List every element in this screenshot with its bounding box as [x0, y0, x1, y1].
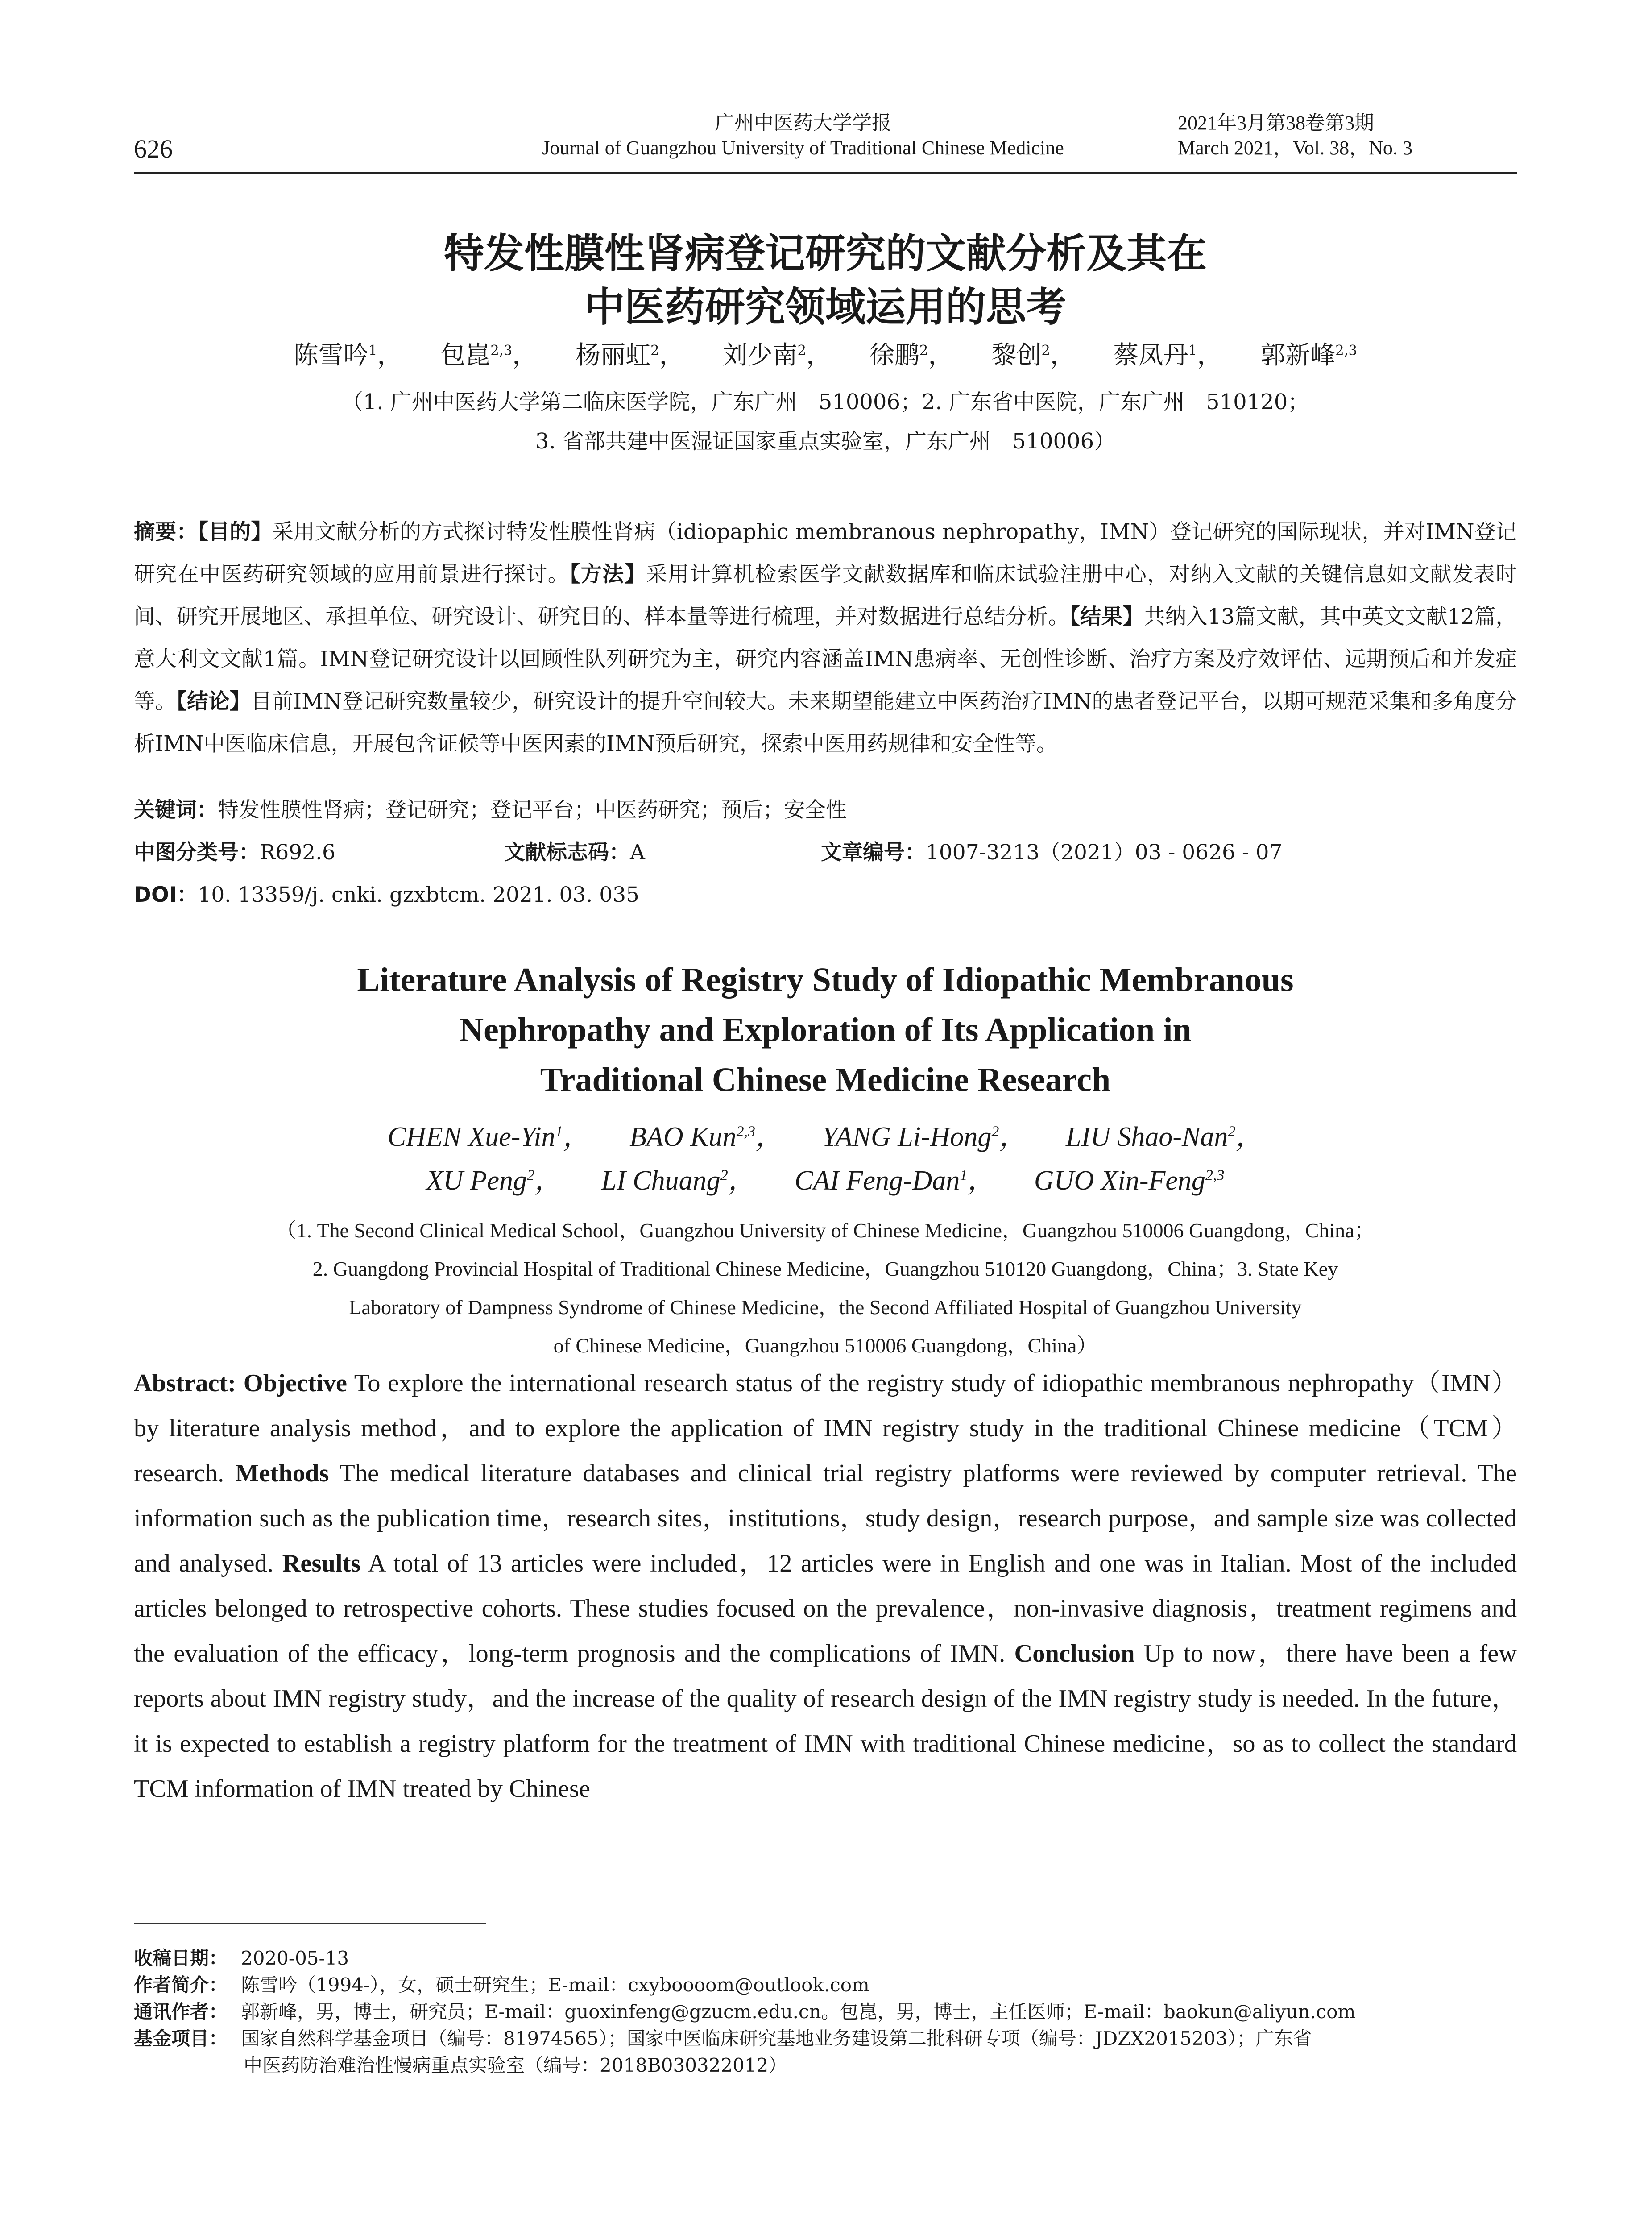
en-affiliation-line: （1. The Second Clinical Medical School，Guangzhou University of Chinese Medicine，Guangzhou 510006 Guangdong，China；	[276, 1219, 1375, 1242]
cn-author: 包崑$^{2,3}$，	[440, 341, 538, 370]
en-author: BAO Kun$^{2,3}$，	[629, 1122, 783, 1152]
en-author: CHEN Xue-Yin$^1$，	[387, 1122, 591, 1152]
cn-author: 蔡凤丹$^1$，	[1113, 341, 1222, 370]
cn-abstract-label: 摘要：	[134, 520, 198, 544]
en-methods-label: Methods	[235, 1460, 329, 1487]
cn-results-text: 共纳入13篇文献，其中英文文献12篇，意大利文文献1篇。IMN登记研究设计以回顾性队列研究为主，研究内容涵盖IMN患病率、无创性诊断、治疗方案及疗效评估、远期预后和并发症等。	[134, 605, 1517, 714]
en-author-list-line-2	[134, 1159, 1517, 1202]
cn-author: 黎创$^2$，	[991, 341, 1075, 370]
cn-author: 徐鹏$^2$，	[869, 341, 953, 370]
cn-affiliation-line: （1. 广州中医药大学第二临床医学院，广东广州 510006；2. 广东省中医院，广东广州 510120；	[341, 390, 1309, 415]
article-number-label: 文章编号：	[821, 840, 926, 865]
journal-name-cn: 广州中医药大学学报	[715, 112, 891, 134]
cn-author: 刘少南$^2$，	[722, 341, 832, 370]
issue-info-cn: 2021年3月第38卷第3期	[1178, 112, 1374, 134]
en-objective-label: Objective	[243, 1369, 347, 1397]
cn-author: 郭新峰$^{2,3}$	[1260, 341, 1358, 370]
doi	[134, 874, 639, 916]
clc-number	[134, 831, 335, 874]
footnote-funding-cont	[134, 2053, 1517, 2078]
en-abstract	[134, 1361, 1517, 1812]
received-date: 2020-05-13	[241, 1947, 349, 1969]
cn-abstract	[134, 511, 1517, 765]
document-code-label: 文献标志码：	[504, 840, 630, 865]
en-title-line-2: Nephropathy and Exploration of Its Application in	[459, 1011, 1192, 1049]
funding-text-line-2: 中医药防治难治性慢病重点实验室（编号：2018B030322012）	[244, 2054, 787, 2076]
cn-conclusion-label: 【结论】	[176, 689, 251, 714]
en-affiliation-line: of Chinese Medicine，Guangzhou 510006 Guangdong，China）	[553, 1334, 1097, 1357]
issue-info-en: March 2021，Vol. 38，No. 3	[1178, 137, 1412, 159]
en-author: GUO Xin-Feng$^{2,3}$	[1034, 1165, 1225, 1196]
cn-keywords-label: 关键词：	[134, 798, 218, 822]
issue-info	[1178, 111, 1544, 161]
footnote-received	[134, 1945, 1517, 1971]
en-author: CAI Feng-Dan$^1$，	[795, 1165, 995, 1196]
received-label: 收稿日期：	[134, 1947, 228, 1969]
document-code-value: A	[630, 840, 645, 865]
cn-affiliation-line: 3. 省部共建中医湿证国家重点实验室，广东广州 510006）	[535, 429, 1116, 454]
author-bio-label: 作者简介：	[134, 1974, 228, 1996]
cn-objective-text: 采用文献分析的方式探讨特发性膜性肾病（idiopaphic membranous nephropathy，IMN）登记研究的国际现状，并对IMN登记研究在中医药研究领域的应用前景进行探讨。	[134, 520, 1517, 587]
document-code	[504, 831, 645, 874]
en-title-line-3: Traditional Chinese Medicine Research	[540, 1061, 1111, 1099]
cn-author-list	[134, 340, 1517, 371]
en-conclusion-label: Conclusion	[1014, 1640, 1135, 1667]
en-results-label: Results	[282, 1550, 361, 1577]
cn-methods-label: 【方法】	[569, 562, 646, 587]
en-author: LIU Shao-Nan$^2$，	[1065, 1122, 1263, 1152]
cn-methods-text: 采用计算机检索医学文献数据库和临床试验注册中心，对纳入文献的关键信息如文献发表时间、研究开展地区、承担单位、研究设计、研究目的、样本量等进行梳理，并对数据进行总结分析。	[134, 562, 1517, 629]
en-author: YANG Li-Hong$^2$，	[822, 1122, 1027, 1152]
cn-objective-label: 【目的】	[198, 520, 273, 544]
funding-label: 基金项目：	[134, 2028, 228, 2049]
cn-results-label: 【结果】	[1069, 605, 1144, 629]
page-number: 626	[134, 134, 173, 163]
doi-label: DOI：	[134, 883, 198, 907]
article-number-value: 1007-3213（2021）03 - 0626 - 07	[926, 840, 1283, 865]
footnote-divider	[134, 1923, 486, 1924]
cn-conclusion-text: 目前IMN登记研究数量较少，研究设计的提升空间较大。未来期望能建立中医药治疗IMN的患者登记平台，以期可规范采集和多角度分析IMN中医临床信息，开展包含证候等中医因素的IMN预后研究，探索中医用药规律和安全性等。	[134, 689, 1517, 756]
en-methods-text: The medical literature databases and clinical trial registry platforms were reviewed by computer retrieval. The information such as the publication time，research sites，institutions，study design，research purpose，and sample size was collected and analysed.	[134, 1460, 1517, 1577]
cn-keywords-text: 特发性膜性肾病；登记研究；登记平台；中医药研究；预后；安全性	[218, 798, 847, 822]
cn-keywords	[134, 789, 1517, 831]
clc-value: R692.6	[260, 840, 335, 865]
en-affiliation-line: Laboratory of Dampness Syndrome of Chinese Medicine，the Second Affiliated Hospital of Guangzhou University	[349, 1296, 1302, 1319]
corresponding-text: 郭新峰，男，博士，研究员；E-mail：guoxinfeng@gzucm.edu.cn。包崑，男，博士，主任医师；E-mail：baokun@aliyun.com	[241, 2001, 1356, 2023]
en-author-list-line-1	[134, 1116, 1517, 1158]
header-divider	[134, 172, 1517, 174]
funding-text-line-1: 国家自然科学基金项目（编号：81974565）；国家中医临床研究基地业务建设第二批科研专项（编号：JDZX2015203）；广东省	[241, 2028, 1312, 2049]
en-conclusion-text: Up to now，there have been a few reports about IMN registry study，and the increase of the quality of research design of the IMN registry study is needed. In the future，it is expected to establish a registry platform for the treatment of IMN with traditional Chinese medicine，so as to collect the standard TCM information of IMN treated by Chinese	[134, 1640, 1517, 1803]
doi-value: 10. 13359/j. cnki. gzxbtcm. 2021. 03. 035	[198, 883, 639, 907]
journal-name-en: Journal of Guangzhou University of Traditional Chinese Medicine	[542, 137, 1064, 159]
cn-title-line-2: 中医药研究领域运用的思考	[584, 284, 1066, 331]
en-objective-text: To explore the international research status of the registry study of idiopathic membranous nephropathy（IMN）by literature analysis method，and to explore the application of IMN registry study in the traditional Chinese medicine（TCM）research.	[134, 1369, 1517, 1487]
article-number	[821, 831, 1282, 874]
cn-author: 陈雪吟$^1$，	[293, 341, 402, 370]
journal-name	[491, 111, 1115, 161]
en-author: XU Peng$^2$，	[426, 1165, 563, 1196]
en-abstract-label: Abstract:	[134, 1369, 236, 1397]
footnote-funding	[134, 2026, 1517, 2052]
clc-label: 中图分类号：	[134, 840, 260, 865]
author-bio-text: 陈雪吟（1994-），女，硕士研究生；E-mail：cxyboooom@outlook.com	[241, 1974, 869, 1996]
en-author: LI Chuang$^2$，	[601, 1165, 756, 1196]
footnote-corresponding	[134, 1999, 1517, 2025]
cn-author: 杨丽虹$^2$，	[576, 341, 684, 370]
en-results-text: A total of 13 articles were included，12 articles were in English and one was in Italian. Most of the included articles belonged to retrospective cohorts. These studies focused on the prevalence，non-invasive diagnosis，treatment regimens and the evaluation of the efficacy，long-term prognosis and the complications of IMN.	[134, 1550, 1517, 1667]
en-affiliation-line: 2. Guangdong Provincial Hospital of Traditional Chinese Medicine，Guangzhou 510120 Guangdong，China；3. State Key	[312, 1257, 1338, 1280]
corresponding-label: 通讯作者：	[134, 2001, 228, 2023]
cn-title-line-1: 特发性膜性肾病登记研究的文献分析及其在	[444, 230, 1207, 277]
en-title-line-1: Literature Analysis of Registry Study of Idiopathic Membranous	[357, 961, 1294, 999]
footnote-author-bio	[134, 1972, 1517, 1998]
